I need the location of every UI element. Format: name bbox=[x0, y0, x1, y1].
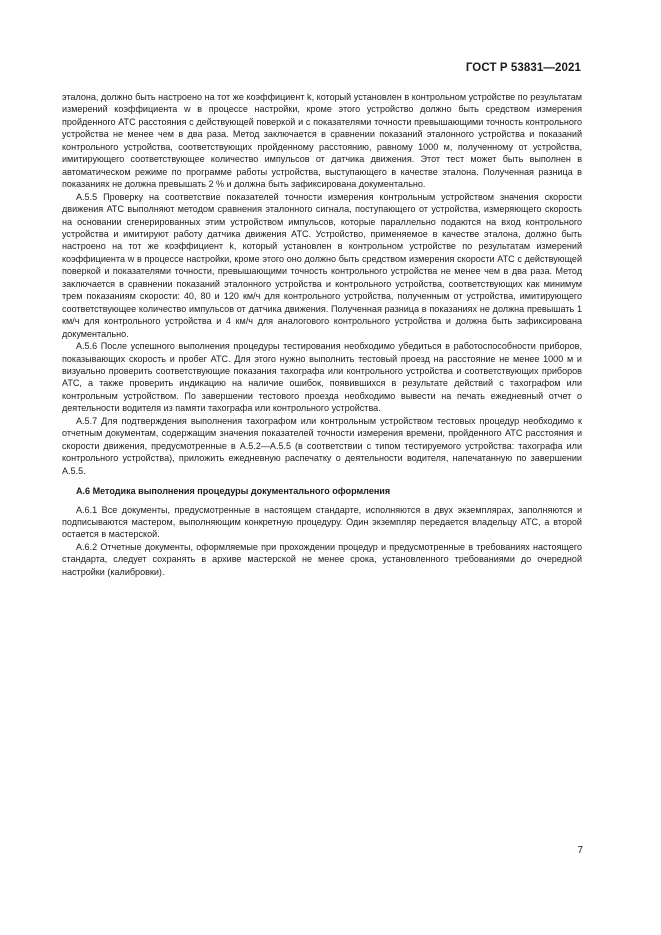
paragraph-continuation: эталона, должно быть настроено на тот же коэффициент k, который установлен в контрольном устройстве по результатам измерений коэффициента w в процессе настройки, кроме этого устройство должно быть средством измерения пройденного АТС расстояния с действующей поверкой и с показателями точности превышающими точность контрольного устройства не менее чем в два раза. Метод заключается в сравнении показаний эталонного устройства и показаний контрольного устройства, соответствующих пройденному расстоянию, равному 1000 м, полученному от устройства, имитирующего соответствующее количество импульсов от датчика движения. Этот тест может быть выполнен в автоматическом режиме по программе работы устройства, выступающего в качестве эталона. Полученная разница в показаниях не должна превышать 2 % и должна быть зафиксирована документально. bbox=[62, 92, 582, 190]
paragraph-a-5-7: А.5.7 Для подтверждения выполнения тахографом или контрольным устройством тестовых процедур необходимо к отчетным документам, содержащим значения показателей точности измерения времени, пройденного АТС расстояния и скорости движения, предусмотренные в А.5.2—А.5.5 (в соответствии с типом тестируемого устройства: тахографа или контрольного устройства), приложить ежедневную распечатку о деятельности водителя, напечатанную по завершении А.5.5. bbox=[62, 415, 582, 476]
document-body bbox=[62, 91, 582, 578]
paragraph-a-6-2: А.6.2 Отчетные документы, оформляемые при прохождении процедур и предусмотренные в требованиях настоящего стандарта, следует сохранять в архиве мастерской не менее срока, установленного требованиями до очередной настройки (калибровки). bbox=[62, 541, 582, 577]
section-heading-a-6: А.6 Методика выполнения процедуры документального оформления bbox=[76, 486, 391, 497]
paragraph-a-5-5: А.5.5 Проверку на соответствие показателей точности измерения контрольным устройством значения скорости движения АТС выполняют методом сравнения эталонного сигнала, поступающего от устройства, измеряющего скорость на основании сгенерированных этим устройством импульсов, которые параллельно подаются на вход контрольного устройства и имитируют работу датчика движения АТС. Устройство, применяемое в качестве эталона, должно быть настроено на тот же коэффициент k, который установлен в контрольном устройстве по результатам измерений коэффициента w в процессе настройки, кроме этого оно должно быть средством измерения скорости АТС с действующей поверкой и показателями точности, превышающими точность контрольного устройства не менее чем в два раза. Метод заключается в сравнении показаний эталонного устройства и контрольного устройства, соответствующих как минимум трем показаниям скорости: 40, 80 и 120 км/ч для контрольного устройства, полученным от устройства, имитирующего соответствующее количество импульсов от датчика движения. Полученная разница в показаниях не должна превышать 1 км/ч для контрольного устройства и 4 км/ч для аналогового контрольного устройства и должна быть зафиксирована документально. bbox=[62, 191, 582, 339]
paragraph-a-6-1: А.6.1 Все документы, предусмотренные в настоящем стандарте, исполняются в двух экземплярах, заполняются и подписываются мастером, выполняющим конкретную процедуру. Один экземпляр передается владельцу АТС, а второй остается в мастерской. bbox=[62, 504, 582, 540]
paragraph-a-5-6: А.5.6 После успешного выполнения процедуры тестирования необходимо убедиться в работоспособности приборов, показывающих скорость и пробег АТС. Для этого нужно выполнить тестовый проезд на расстояние не менее 1000 м и визуально проверить соответствующие показания тахографа или контрольного устройства и соответствующих приборов АТС, а также проверить индикацию на наличие ошибок, появившихся в результате действий с тахографом или контрольным устройством. По завершении тестового проезда необходимо вывести на печать ежедневный отчет о деятельности водителя из памяти тахографа или контрольного устройства. bbox=[62, 341, 582, 414]
document-code: ГОСТ Р 53831—2021 bbox=[465, 62, 581, 74]
page-number: 7 bbox=[577, 845, 583, 856]
